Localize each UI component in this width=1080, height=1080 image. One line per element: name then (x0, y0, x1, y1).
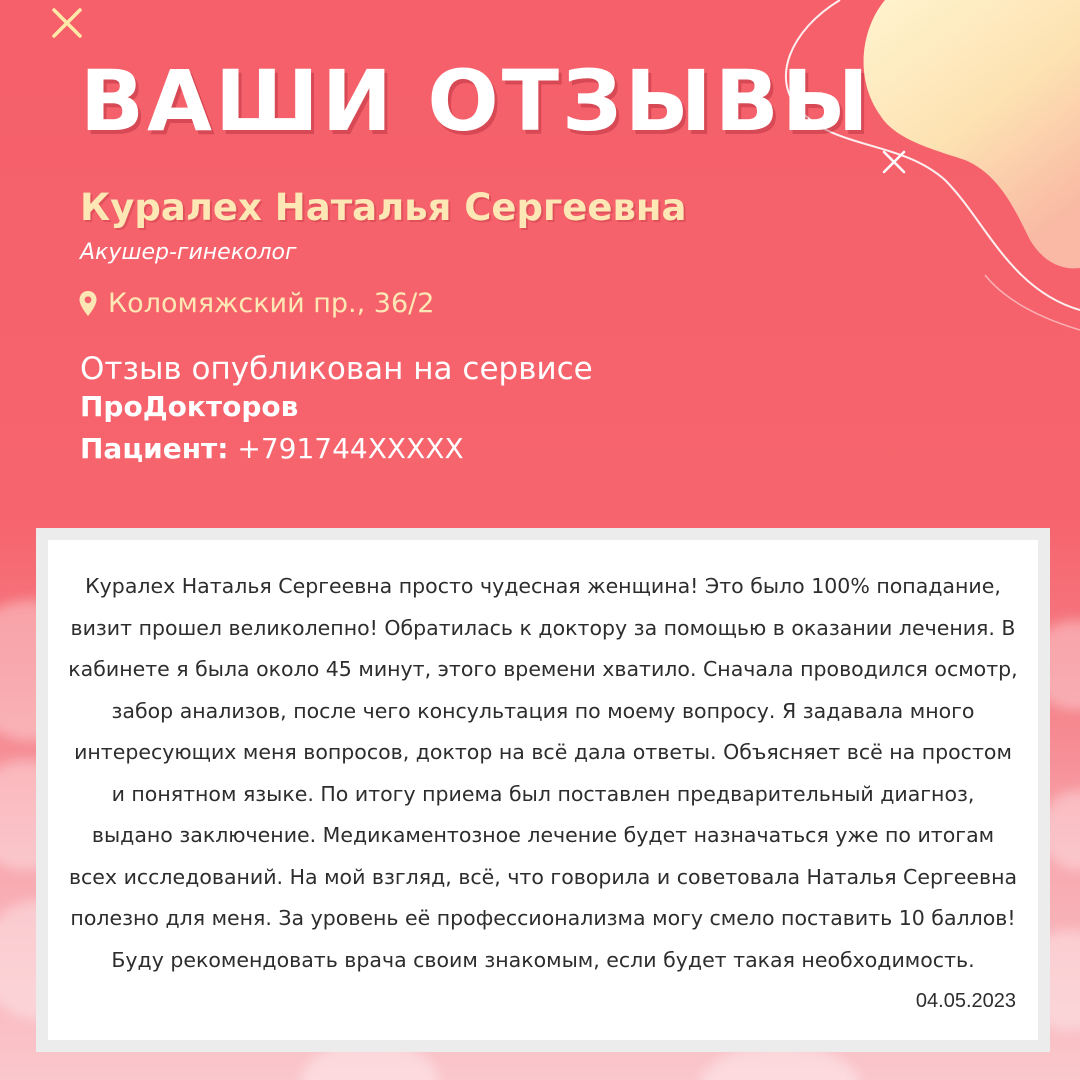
review-card (36, 528, 1050, 1052)
map-pin-icon (78, 290, 98, 318)
doctor-name: Куралех Наталья Сергеевна (80, 186, 687, 229)
review-text: Куралех Наталья Сергеевна просто чудесная женщина! Это было 100% попадание, визит прошел великолепно! Обратилась к доктору за помощью в оказании лечения. В кабинете я была около 45 минут, этого времени хватило. Сначала проводился осмотр, забор анализов, после чего консультация по моему вопросу. Я задавала много интересующих меня вопросов, доктор на всё дала ответы. Объясняет всё на простом и понятном языке. По итогу приема был поставлен предварительный диагноз, выдано заключение. Медикаментозное лечение будет назначаться уже по итогам всех исследований. На мой взгляд, всё, что говорила и советовала Наталья Сергеевна полезно для меня. За уровень её профессионализма могу смело поставить 10 баллов! Буду рекомендовать врача своим знакомым, если будет такая необходимость. (68, 574, 1018, 972)
patient-phone: +791744XXXXX (237, 432, 464, 465)
patient-label: Пациент: (80, 432, 229, 465)
review-date: 04.05.2023 (915, 990, 1016, 1012)
clinic-address (78, 288, 434, 319)
page-title: ВАШИ ОТЗЫВЫ (80, 52, 872, 150)
sparkle-icon (54, 10, 80, 36)
patient-info (80, 432, 464, 465)
sparkle-icon (884, 152, 904, 172)
doctor-specialty: Акушер-гинеколог (80, 240, 297, 265)
publication-service: ПроДокторов (80, 390, 299, 423)
address-text: Коломяжский пр., 36/2 (108, 288, 435, 319)
publication-text: Отзыв опубликован на сервисе (80, 351, 593, 387)
publication-info (80, 350, 593, 426)
yellow-blob-shape (864, 0, 1080, 268)
